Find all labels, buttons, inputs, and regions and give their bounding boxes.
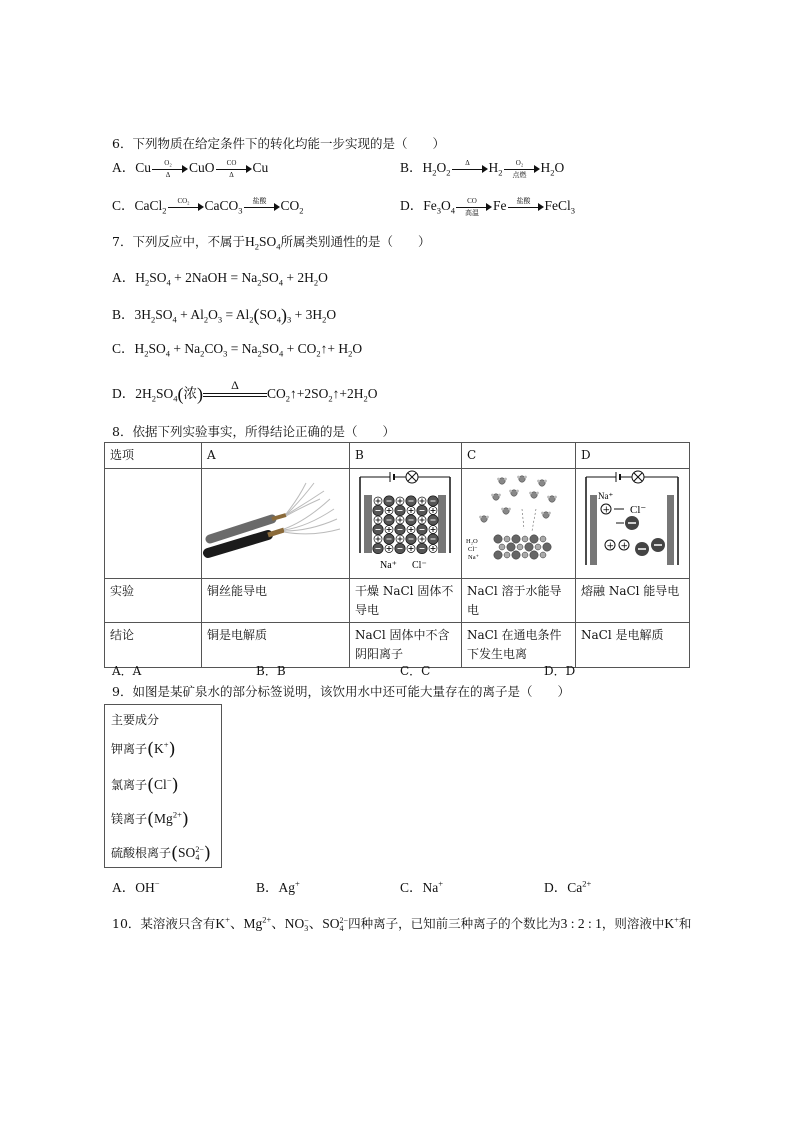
table-row — [105, 623, 690, 667]
mineral-water-label — [104, 704, 222, 868]
q8-answer-b[interactable]: B．B — [256, 664, 286, 678]
arrow-icon: Δ — [452, 161, 488, 177]
q7-option-d[interactable]: D．$2H_2SO_4$(浓) Δ $CO_2↑+2SO_2↑+2H_2O$ — [112, 377, 378, 404]
svg-text:Na⁺: Na⁺ — [380, 559, 397, 571]
table-cell: NaCl 是电解质 — [576, 623, 690, 667]
q9-answer-a[interactable]: A．OH− — [112, 878, 160, 895]
q8-table — [104, 442, 690, 668]
table-row — [105, 579, 690, 623]
arrow-icon: 盐酸 — [244, 199, 280, 215]
table-cell: NaCl 固体中不含阴阳离子 — [350, 623, 462, 667]
q8-stem: 8．依据下列实验事实，所得结论正确的是（ ） — [112, 424, 395, 439]
q9-stem: 9．如图是某矿泉水的部分标签说明，该饮用水中还可能大量存在的离子是（ ） — [112, 684, 570, 699]
q7-option-b[interactable]: B．$3H_2SO_4 + Al_2O_3 = Al_2(SO_4)_3 + 3H_2O$ — [112, 305, 337, 325]
q9-answer-c[interactable]: C．Na+ — [400, 878, 444, 895]
svg-text:Cl⁻: Cl⁻ — [412, 559, 427, 571]
table-header: D — [576, 443, 690, 469]
svg-text:Cl⁻: Cl⁻ — [630, 503, 647, 516]
arrow-icon: CO 高温 — [456, 199, 492, 215]
table-cell: 铜是电解质 — [202, 623, 350, 667]
dry-nacl-diagram — [350, 468, 462, 579]
q7-stem: 7．下列反应中，不属于$H_2SO_4$所属类别通性的是（ ） — [112, 234, 431, 252]
q8-answer-d[interactable]: D．D — [544, 664, 576, 678]
arrow-icon: $\frac{\text{O₂}}{\Delta}$ — [152, 161, 188, 177]
arrow-icon: O₂ 点燃 — [504, 161, 540, 177]
molten-nacl-diagram — [576, 468, 690, 579]
svg-text:Na⁺: Na⁺ — [468, 553, 480, 561]
label-item: 镁离子$(Mg^{2+})$ — [111, 809, 189, 830]
table-cell: 熔融 NaCl 能导电 — [576, 579, 690, 623]
label-item: 氯离子(Cl−) — [111, 775, 179, 796]
table-header: B — [350, 443, 462, 469]
q6-stem: 6．下列物质在给定条件下的转化均能一步实现的是（ ） — [112, 136, 445, 151]
q6-option-d[interactable]: D．$Fe_3O_4$ CO 高温 Fe 盐酸 FeCl$_3$ — [400, 196, 576, 217]
table-cell: 结论 — [105, 623, 202, 667]
q8-answer-a[interactable]: A．A — [112, 664, 142, 678]
arrow-icon: CO₂ — [168, 199, 204, 215]
table-cell: 铜丝能导电 — [202, 579, 350, 623]
q6-option-b[interactable]: B．$H_2O_2$ Δ $H_2$ O₂ 点燃 $H_2O$ — [400, 158, 565, 179]
svg-text:Cl⁻: Cl⁻ — [468, 545, 478, 553]
q6-option-c[interactable]: C．CaCl$_2$ CO₂ CaCO$_3$ 盐酸 $CO_2$ — [112, 196, 304, 216]
q7-option-c[interactable]: C．$H_2SO_4 + Na_2CO_3 = Na_2SO_4$ + $CO_2↑+ H_2O$ — [112, 341, 363, 359]
q9-answer-d[interactable]: D．$Ca^{2+}$ — [544, 878, 592, 895]
table-row — [105, 443, 690, 469]
q8-answer-c[interactable]: C．C — [400, 664, 431, 678]
nacl-dissolving-diagram — [462, 468, 576, 579]
table-header: C — [462, 443, 576, 469]
table-cell: 实验 — [105, 579, 202, 623]
svg-text:H₂O: H₂O — [466, 537, 478, 545]
q9-answer-b[interactable]: B．Ag+ — [256, 878, 300, 895]
label-item: 钾离子(K+) — [111, 739, 176, 760]
q6-option-a[interactable]: A．Cu $\frac{\text{O₂}}{\Delta}$ CuO $\frac{CO}{\Delta}$ Cu — [112, 158, 269, 179]
q7-option-a[interactable]: A．$H_2SO_4$ + 2NaOH = $Na_2SO_4 + 2H_2O$ — [112, 270, 328, 288]
table-cell: 干燥 NaCl 固体不导电 — [350, 579, 462, 623]
copper-wire-image — [202, 468, 350, 579]
arrow-icon: $\frac{CO}{\Delta}$ — [216, 161, 252, 177]
label-title: 主要成分 — [111, 713, 160, 727]
table-row — [105, 468, 690, 579]
svg-text:+: + — [606, 541, 615, 552]
table-header: A — [202, 443, 350, 469]
svg-text:Na⁺: Na⁺ — [598, 490, 614, 501]
label-item: 硫酸根离子(SO2− 4 ) — [111, 843, 211, 864]
q10-stem: 10．某溶液只含有K+、$Mg^{2+}$、NO− 3、SO2− 4 四种离子，已知前三种离子的个数比为3 : 2 : 1，则溶液中K+和 — [112, 914, 692, 933]
svg-text:+: + — [620, 541, 629, 552]
table-cell: NaCl 溶于水能导电 — [462, 579, 576, 623]
svg-text:+: + — [602, 505, 611, 516]
arrow-icon: 盐酸 — [508, 199, 544, 215]
table-cell: NaCl 在通电条件下发生电离 — [462, 623, 576, 667]
table-header: 选项 — [105, 443, 202, 469]
